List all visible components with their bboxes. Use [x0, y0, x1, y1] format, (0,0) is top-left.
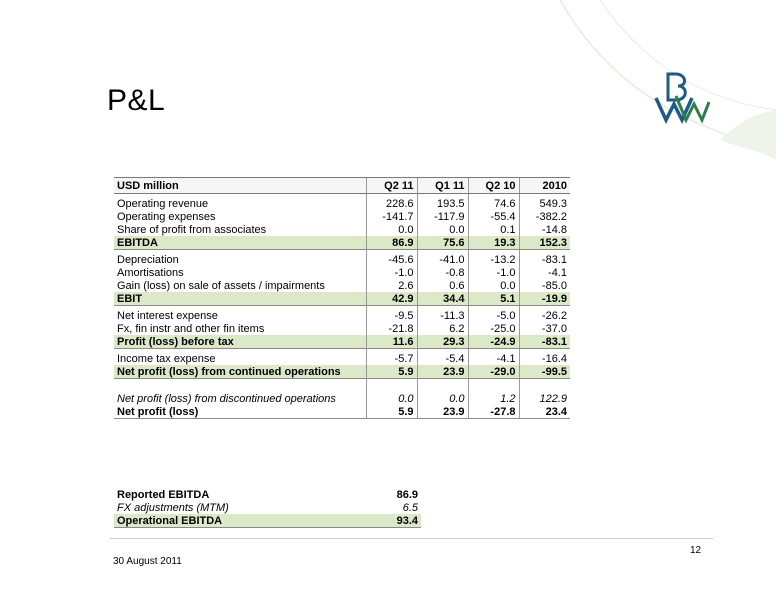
- ebitda-reconciliation-table: [114, 488, 421, 528]
- row-value: 0.0: [468, 279, 519, 292]
- row-label: EBIT: [114, 292, 366, 306]
- row-value: -382.2: [519, 210, 570, 223]
- row-label: Net profit (loss): [114, 405, 366, 419]
- row-label: Operational EBITDA: [114, 514, 366, 528]
- row-value: 122.9: [519, 392, 570, 405]
- row-value: 0.1: [468, 223, 519, 236]
- row-value: -11.3: [417, 309, 468, 322]
- row-value: 42.9: [366, 292, 417, 306]
- row-value: 11.6: [366, 335, 417, 349]
- row-value: -83.1: [519, 335, 570, 349]
- row-value: 0.0: [366, 223, 417, 236]
- row-label: Income tax expense: [117, 352, 216, 365]
- row-value: -99.5: [519, 365, 570, 379]
- row-value: -4.1: [519, 266, 570, 279]
- page-title: P&L: [107, 84, 166, 117]
- row-value: 93.4: [366, 514, 421, 528]
- table-row: [114, 309, 570, 322]
- row-value: -1.0: [366, 266, 417, 279]
- company-logo: [654, 62, 710, 124]
- row-value: -45.6: [366, 253, 417, 266]
- row-value: 5.1: [468, 292, 519, 306]
- footer-divider: [110, 538, 713, 539]
- row-value: -41.0: [417, 253, 468, 266]
- row-value: -27.8: [468, 405, 519, 419]
- row-value: -141.7: [366, 210, 417, 223]
- page-number: 12: [690, 545, 702, 556]
- row-label: Depreciation: [117, 253, 179, 266]
- row-value: 5.9: [366, 365, 417, 379]
- table-header-row: [114, 178, 570, 194]
- table-row: [114, 352, 570, 365]
- row-value: -24.9: [468, 335, 519, 349]
- table-row: [114, 405, 570, 419]
- row-value: 75.6: [417, 236, 468, 250]
- row-value: -21.8: [366, 322, 417, 335]
- row-label: FX adjustments (MTM): [117, 501, 229, 514]
- subtotal-row: [114, 335, 570, 349]
- row-label: Gain (loss) on sale of assets / impairments: [117, 279, 325, 292]
- table-row: [114, 197, 570, 210]
- row-label: Share of profit from associates: [117, 223, 267, 236]
- row-value: 6.5: [402, 501, 418, 514]
- row-value: 19.3: [468, 236, 519, 250]
- row-value: -14.8: [519, 223, 570, 236]
- row-value: 549.3: [519, 197, 570, 210]
- row-value: 74.6: [468, 197, 519, 210]
- row-value: 34.4: [417, 292, 468, 306]
- row-value: 0.0: [366, 392, 417, 405]
- row-value: -16.4: [519, 352, 570, 365]
- row-value: -13.2: [468, 253, 519, 266]
- row-label: Amortisations: [117, 266, 184, 279]
- column-header-label: USD million: [114, 178, 366, 194]
- column-header-period: Q2 10: [468, 178, 519, 194]
- row-label: Fx, fin instr and other fin items: [117, 322, 265, 335]
- row-value: -19.9: [519, 292, 570, 306]
- row-label: Profit (loss) before tax: [114, 335, 366, 349]
- row-value: -25.0: [468, 322, 519, 335]
- subtotal-row: [114, 236, 570, 250]
- row-value: -37.0: [519, 322, 570, 335]
- table-row: [114, 253, 570, 266]
- reported-ebitda-row: [114, 488, 421, 501]
- subtotal-row: [114, 365, 570, 379]
- subtotal-row: [114, 292, 570, 306]
- footer-date: 30 August 2011: [113, 556, 182, 567]
- row-label: Net profit (loss) from continued operations: [114, 365, 366, 379]
- table-row: [114, 392, 570, 405]
- row-value: 23.9: [417, 405, 468, 419]
- row-value: -1.0: [468, 266, 519, 279]
- row-value: -0.8: [417, 266, 468, 279]
- row-value: 6.2: [417, 322, 468, 335]
- table-row: [114, 223, 570, 236]
- row-value: 29.3: [417, 335, 468, 349]
- row-value: -5.7: [366, 352, 417, 365]
- row-label: Reported EBITDA: [117, 488, 210, 501]
- row-value: -4.1: [468, 352, 519, 365]
- row-label: Net interest expense: [117, 309, 218, 322]
- row-value: 0.6: [417, 279, 468, 292]
- row-value: 2.6: [366, 279, 417, 292]
- row-value: -117.9: [417, 210, 468, 223]
- row-value: 152.3: [519, 236, 570, 250]
- column-header-period: 2010: [519, 178, 570, 194]
- row-value: 5.9: [366, 405, 417, 419]
- table-row: [114, 322, 570, 335]
- row-value: 0.0: [417, 392, 468, 405]
- row-value: -26.2: [519, 309, 570, 322]
- row-value: 1.2: [468, 392, 519, 405]
- row-value: 0.0: [417, 223, 468, 236]
- row-value: 23.9: [417, 365, 468, 379]
- table-row: [114, 279, 570, 292]
- row-value: -83.1: [519, 253, 570, 266]
- row-value: -5.4: [417, 352, 468, 365]
- column-header-period: Q2 11: [366, 178, 417, 194]
- row-value: 228.6: [366, 197, 417, 210]
- operational-ebitda-row: [114, 514, 421, 528]
- row-value: -9.5: [366, 309, 417, 322]
- fx-adjustment-row: [114, 501, 421, 514]
- row-label: Operating expenses: [117, 210, 216, 223]
- table-row: [114, 210, 570, 223]
- row-value: -29.0: [468, 365, 519, 379]
- table-row: [114, 266, 570, 279]
- row-value: -5.0: [468, 309, 519, 322]
- blank-row: [114, 379, 570, 393]
- row-label: Net profit (loss) from discontinued operations: [117, 392, 336, 405]
- row-value: 193.5: [417, 197, 468, 210]
- row-value: 86.9: [396, 488, 418, 501]
- row-label: Operating revenue: [117, 197, 209, 210]
- pl-table: [114, 177, 570, 419]
- row-label: EBITDA: [114, 236, 366, 250]
- row-value: -85.0: [519, 279, 570, 292]
- row-value: 23.4: [519, 405, 570, 419]
- column-header-period: Q1 11: [417, 178, 468, 194]
- row-value: -55.4: [468, 210, 519, 223]
- row-value: 86.9: [366, 236, 417, 250]
